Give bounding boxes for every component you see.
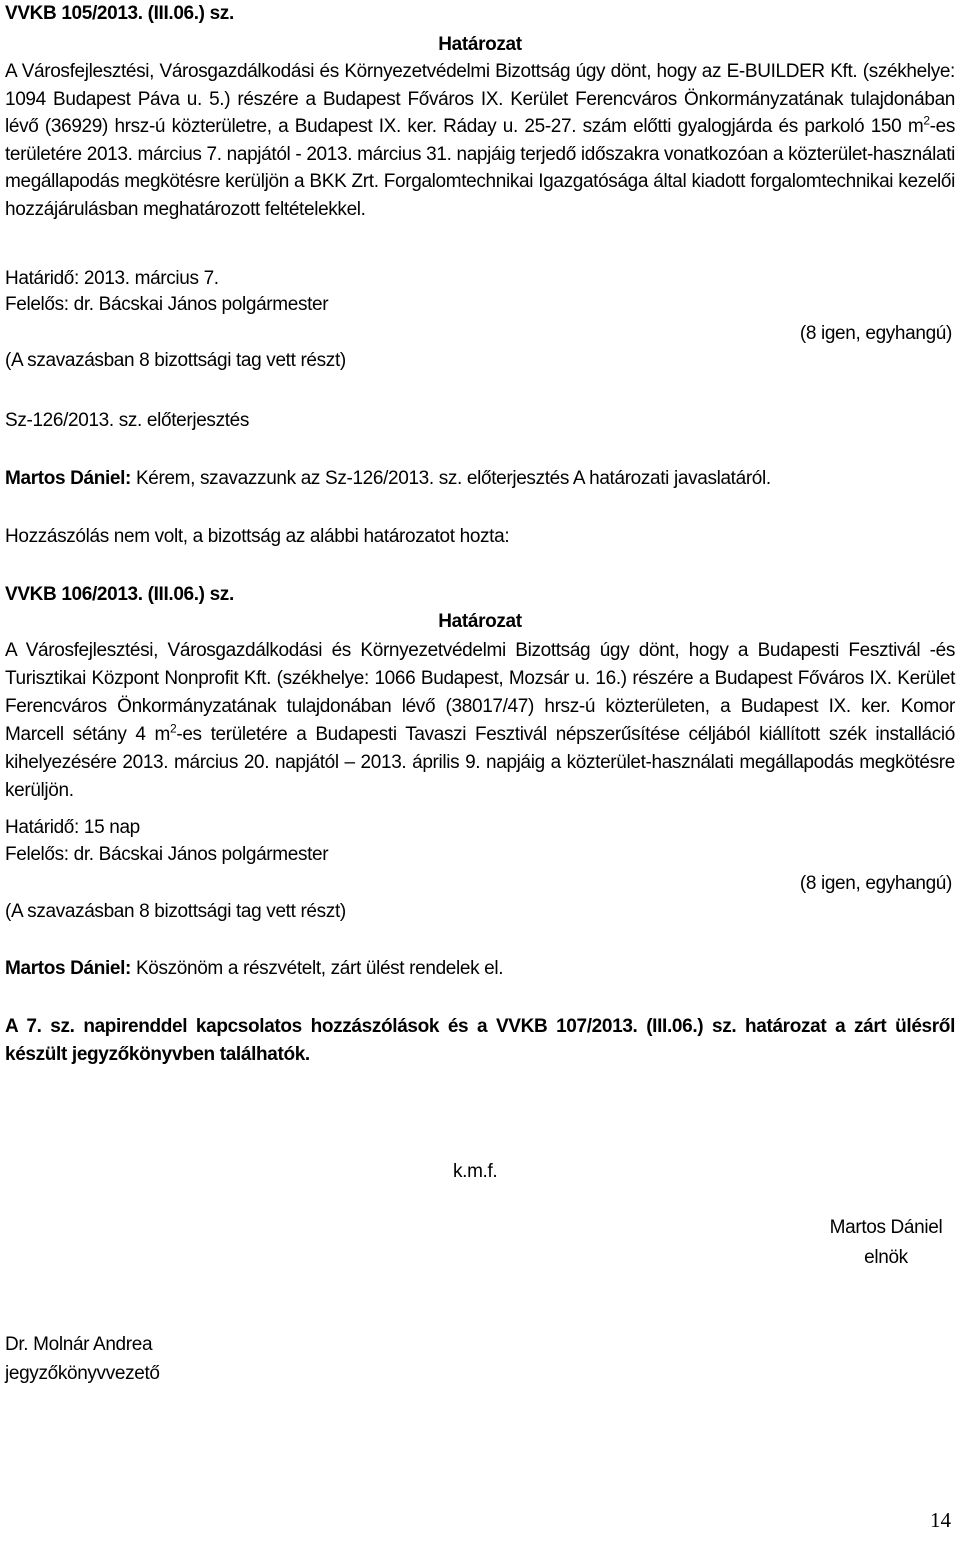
vote-participants: (A szavazásban 8 bizottsági tag vett részt) <box>5 901 346 922</box>
responsible: Felelős: dr. Bácskai János polgármester <box>5 844 329 865</box>
resolution-heading: VVKB 106/2013. (III.06.) sz. <box>5 584 234 605</box>
page-number: 14 <box>930 1508 951 1532</box>
speech: Martos Dániel: Köszönöm a részvételt, zárt ülést rendelek el. <box>5 958 504 979</box>
deadline: Határidő: 2013. március 7. <box>5 268 219 289</box>
speaker: Martos Dániel: <box>5 958 132 979</box>
vote-result: (8 igen, egyhangú) <box>799 323 952 344</box>
chair-role: elnök <box>864 1247 908 1268</box>
recorder-role: jegyzőkönyvvezető <box>5 1363 160 1384</box>
no-comment-statement: Hozzászólás nem volt, a bizottság az alábbi határozatot hozta: <box>5 526 510 547</box>
resolution-heading: VVKB 105/2013. (III.06.) sz. <box>5 3 234 24</box>
resolution-body: A Városfejlesztési, Városgazdálkodási és Környezetvédelmi Bizottság úgy dönt, hogy az E-BUILDER Kft. (székhelye: 1094 Budapest Páva u. 5.) részére a Budapest Főváros IX. Kerület Ferencváros Önkormányzatának tulajdonában lévő (36929) hrsz-ú közterületre, a Budapest IX. ker. Ráday u. 25-27. szám előtti gyalogjárda és parkoló 150 $m^2-es$ területére 2013. március 7. napjától - 2013. március 31. napjáig terjedő időszakra vonatkozóan a közterület-használati megállapodás megkötésre kerüljön a BKK Zrt. Forgalomtechnikai Igazgatósága által kiadott forgalomtechnikai kezelői hozzájárulásban meghatározott feltételekkel. <box>5 61 955 220</box>
vote-participants: (A szavazásban 8 bizottsági tag vett részt) <box>5 350 346 371</box>
proposal-reference: Sz-126/2013. sz. előterjesztés <box>5 410 250 431</box>
speech: Martos Dániel: Kérem, szavazzunk az Sz-126/2013. sz. előterjesztés A határozati javaslatáról. <box>5 468 771 489</box>
vote-result: (8 igen, egyhangú) <box>799 873 952 894</box>
responsible: Felelős: dr. Bácskai János polgármester <box>5 294 329 315</box>
chair-name: Martos Dániel <box>829 1217 943 1238</box>
resolution-title: Határozat <box>438 611 522 632</box>
recorder-name: Dr. Molnár Andrea <box>5 1334 153 1355</box>
resolution-title: Határozat <box>438 34 522 55</box>
closing-note: A 7. sz. napirenddel kapcsolatos hozzászólások és a VVKB 107/2013. (III.06.) sz. határozat a zárt ülésről készült jegyzőkönyvben találhatók. <box>5 1016 955 1065</box>
speaker: Martos Dániel: <box>5 468 132 489</box>
kmf: k.m.f. <box>453 1161 498 1182</box>
resolution-body: A Városfejlesztési, Városgazdálkodási és Környezetvédelmi Bizottság úgy dönt, hogy a Budapesti Fesztivál -és Turisztikai Központ Nonprofit Kft. (székhelye: 1066 Budapest, Mozsár u. 16.) részére a Budapest Főváros IX. Kerület Ferencváros Önkormányzatának tulajdonában lévő (38017/47) hrsz-ú közterületen, a Budapest IX. ker. Komor Marcell sétány 4 $m^2-es$ területére a Budapesti Tavaszi Fesztivál népszerűsítése céljából kiállított szék installáció kihelyezésére 2013. március 20. napjától – 2013. április 9. napjáig a közterület-használati megállapodás megkötésre kerüljön. <box>5 640 956 801</box>
deadline: Határidő: 15 nap <box>5 817 140 838</box>
